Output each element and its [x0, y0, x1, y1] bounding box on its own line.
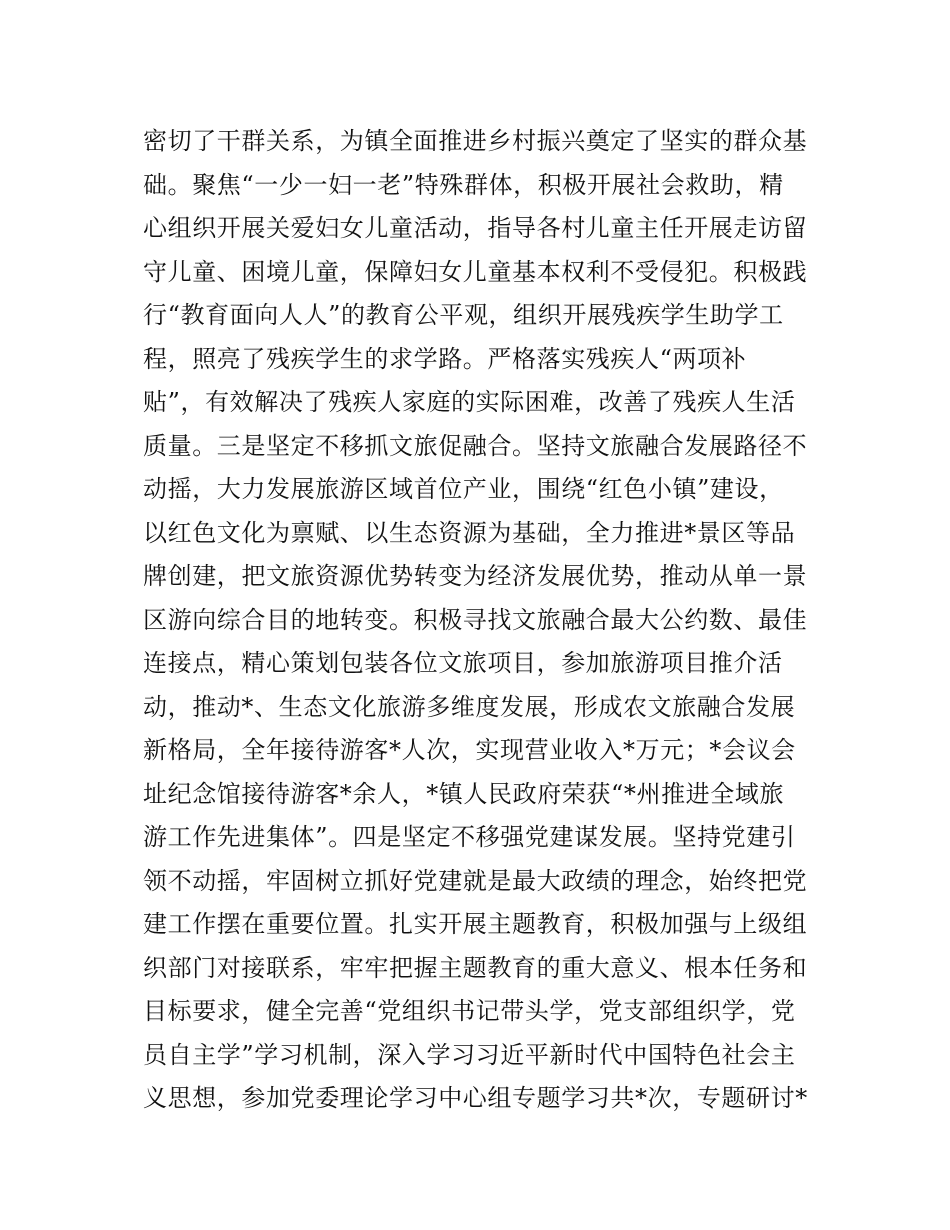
- text-line: 密切了干群关系，为镇全面推进乡村振兴奠定了坚实的群众基: [143, 127, 808, 155]
- text-line: 织部门对接联系，牢牢把握主题教育的重大意义、根本任务和: [143, 953, 808, 982]
- text-line: 守儿童、困境儿童，保障妇女儿童基本权利不受侵犯。积极践: [143, 257, 808, 286]
- text-line: 区游向综合目的地转变。积极寻找文旅融合最大公约数、最佳: [143, 605, 808, 634]
- text-line: 建工作摆在重要位置。扎实开展主题教育，积极加强与上级组: [143, 910, 808, 938]
- text-line: 游工作先进集体”。四是坚定不移强党建谋发展。坚持党建引: [143, 823, 796, 851]
- text-line: 员自主学”学习机制，深入学习习近平新时代中国特色社会主: [143, 1040, 796, 1069]
- text-line: 址纪念馆接待游客*余人，*镇人民政府荣获“*州推进全域旅: [143, 779, 785, 808]
- text-line: 质量。三是坚定不移抓文旅促融合。坚持文旅融合发展路径不: [143, 431, 808, 460]
- text-line: 动，推动*、生态文化旅游多维度发展，形成农文旅融合发展: [143, 692, 796, 721]
- text-line: 动摇，大力发展旅游区域首位产业，围绕“红色小镇”建设，: [143, 475, 784, 503]
- text-line: 领不动摇，牢固树立抓好党建就是最大政绩的理念，始终把党: [143, 866, 808, 895]
- text-line: 新格局，全年接待游客*人次，实现营业收入*万元；*会议会: [143, 736, 796, 764]
- text-line: 贴”，有效解决了残疾人家庭的实际困难，改善了残疾人生活: [143, 388, 796, 416]
- text-line: 心组织开展关爱妇女儿童活动，指导各村儿童主任开展走访留: [143, 214, 808, 242]
- body-paragraph: [143, 120, 823, 1121]
- text-line: 牌创建，把文旅资源优势转变为经济发展优势，推动从单一景: [143, 562, 808, 590]
- text-line: 础。聚焦“一少一妇一老”特殊群体，积极开展社会救助，精: [143, 170, 784, 199]
- text-line: 以红色文化为禀赋、以生态资源为基础，全力推进*景区等品: [143, 518, 796, 547]
- text-line: 义思想，参加党委理论学习中心组专题学习共*次，专题研讨*: [143, 1084, 808, 1112]
- text-line: 程，照亮了残疾学生的求学路。严格落实残疾人“两项补: [143, 344, 747, 373]
- text-line: 行“教育面向人人”的教育公平观，组织开展残疾学生助学工: [143, 301, 784, 329]
- text-line: 目标要求，健全完善“党组织书记带头学，党支部组织学，党: [143, 997, 796, 1025]
- text-line: 连接点，精心策划包装各位文旅项目，参加旅游项目推介活: [143, 649, 783, 677]
